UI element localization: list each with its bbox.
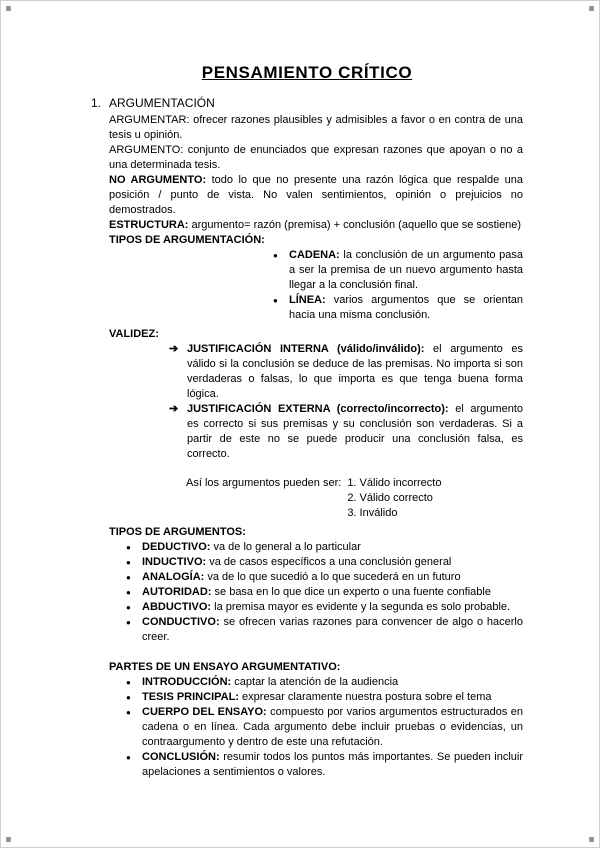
term-autoridad: AUTORIDAD: [142, 586, 212, 598]
definition-tesis-principal: expresar claramente nuestra postura sobre el tema [238, 691, 492, 703]
list-item-abductivo [126, 600, 523, 615]
definition-introduccion: captar la atención de la audiencia [231, 676, 399, 688]
list-item-conductivo [126, 615, 523, 645]
term-abductivo: ABDUCTIVO: [142, 601, 212, 613]
definition-autoridad: se basa en lo que dice un experto o una fuente confiable [211, 586, 491, 598]
definition-cuerpo-ensayo: compuesto por varios argumentos estructurados en cadena o en línea. Cada argumento debe incluir pruebas o evidencias, un contraargumento y dentro de este una refutación. [142, 706, 523, 748]
term-deductivo: DEDUCTIVO: [142, 541, 211, 553]
classification-note [186, 476, 523, 521]
term-argumento: ARGUMENTO: [109, 144, 184, 156]
list-item-analogia [126, 570, 523, 585]
bullet-icon: ● [273, 251, 278, 260]
definition-justificacion-externa: el argumento es correcto si sus premisas y su conclusión son verdaderas. Si a partir de este no se puede producir una conclusión falsa, es correcto. [187, 403, 523, 460]
classification-option-2: 2. Válido correcto [347, 492, 433, 504]
list-item-linea [273, 293, 523, 323]
classification-option-1: 1. Válido incorrecto [347, 477, 442, 489]
bullet-icon: ● [273, 296, 278, 305]
bullet-icon: ● [126, 603, 131, 612]
paragraph-argumento [109, 143, 523, 173]
scan-corner-mark [589, 6, 594, 11]
bullet-icon: ● [126, 708, 131, 717]
section-heading [91, 96, 523, 110]
classification-option-3: 3. Inválido [347, 507, 398, 519]
list-item-text [142, 675, 523, 690]
term-cadena: CADENA: [289, 249, 340, 261]
classification-label: Así los argumentos pueden ser: [186, 477, 342, 489]
partes-ensayo-list [126, 675, 523, 780]
paragraph-no-argumento [109, 173, 523, 218]
paragraph-argumentar [109, 113, 523, 143]
definition-inductivo: va de casos específicos a una conclusión general [206, 556, 452, 568]
definition-conclusion: resumir todos los puntos más importantes. Se pueden incluir apelaciones a sentimientos o valores. [142, 751, 523, 778]
heading-validez: VALIDEZ: [109, 328, 159, 340]
bullet-icon: ● [126, 618, 131, 627]
list-item-text [142, 705, 523, 750]
list-item-text [142, 555, 523, 570]
term-justificacion-interna: JUSTIFICACIÓN INTERNA (válido/inválido): [187, 343, 425, 355]
term-linea: LÍNEA: [289, 294, 326, 306]
section-number: 1. [91, 96, 102, 110]
definition-no-argumento: todo lo que no presente una razón lógica que respalde una posición / punto de vista. No valen sentimientos, opinión o prejuicios no demostrados. [109, 174, 523, 216]
bullet-icon: ● [126, 558, 131, 567]
validez-list [169, 342, 523, 462]
section-content [109, 113, 523, 780]
list-item-justificacion-externa [169, 402, 523, 462]
list-item-text [142, 690, 523, 705]
bullet-icon: ● [126, 753, 131, 762]
bullet-icon: ● [126, 543, 131, 552]
term-conductivo: CONDUCTIVO: [142, 616, 220, 628]
list-item-text [289, 293, 523, 323]
section-title: ARGUMENTACIÓN [109, 96, 215, 110]
arrow-icon: ➔ [169, 343, 179, 355]
definition-cadena: la conclusión de un argumento pasa a ser la premisa de un nuevo argumento hasta llegar a la conclusión final. [289, 249, 523, 291]
scan-corner-mark [6, 6, 11, 11]
list-item-autoridad [126, 585, 523, 600]
list-item-introduccion [126, 675, 523, 690]
list-item-text [142, 570, 523, 585]
list-item-tesis-principal [126, 690, 523, 705]
list-item-cuerpo-ensayo [126, 705, 523, 750]
term-tesis-principal: TESIS PRINCIPAL: [142, 691, 239, 703]
definition-argumento: conjunto de enunciados que expresan razones que apoyan o no a una determinada tesis. [109, 144, 523, 171]
bullet-icon: ● [126, 588, 131, 597]
list-item-deductivo [126, 540, 523, 555]
definition-argumentar: ofrecer razones plausibles y admisibles a favor o en contra de una tesis u opinión. [109, 114, 523, 141]
heading-tipos-argumentos: TIPOS DE ARGUMENTOS: [109, 526, 246, 538]
list-item-text [187, 402, 523, 462]
list-item-text [187, 342, 523, 402]
list-item-cadena [273, 248, 523, 293]
bullet-icon: ● [126, 573, 131, 582]
list-item-text [142, 600, 523, 615]
scan-corner-mark [6, 837, 11, 842]
list-item-text [142, 750, 523, 780]
bullet-icon: ● [126, 678, 131, 687]
term-argumentar: ARGUMENTAR: [109, 114, 190, 126]
term-estructura: ESTRUCTURA: [109, 219, 189, 231]
definition-linea: varios argumentos que se orientan hacia una misma conclusión. [289, 294, 523, 321]
tipos-argumentos-list [126, 540, 523, 645]
list-item-justificacion-interna [169, 342, 523, 402]
document-title: PENSAMIENTO CRÍTICO [201, 63, 413, 82]
definition-estructura: argumento= razón (premisa) + conclusión (aquello que se sostiene) [188, 219, 522, 231]
term-inductivo: INDUCTIVO: [142, 556, 207, 568]
term-no-argumento: NO ARGUMENTO: [109, 174, 207, 186]
list-item-text [142, 585, 523, 600]
scan-corner-mark [589, 837, 594, 842]
definition-analogia: va de lo que sucedió a lo que sucederá en un futuro [204, 571, 461, 583]
list-item-text [289, 248, 523, 293]
classification-options [347, 476, 441, 521]
arrow-icon: ➔ [169, 403, 179, 415]
heading-partes-ensayo: PARTES DE UN ENSAYO ARGUMENTATIVO: [109, 661, 341, 673]
list-item-text [142, 540, 523, 555]
term-cuerpo-ensayo: CUERPO DEL ENSAYO: [142, 706, 267, 718]
heading-tipos-argumentacion: TIPOS DE ARGUMENTACIÓN: [109, 234, 265, 246]
list-item-inductivo [126, 555, 523, 570]
term-introduccion: INTRODUCCIÓN: [142, 676, 232, 688]
tipos-argumentacion-list [273, 248, 523, 323]
list-item-conclusion [126, 750, 523, 780]
list-item-text [142, 615, 523, 645]
definition-abductivo: la premisa mayor es evidente y la segunda es solo probable. [211, 601, 511, 613]
definition-justificacion-interna: el argumento es válido si la conclusión se deduce de las premisas. No importa si son verdaderas o falsas, lo que importa es que tenga buena forma lógica. [187, 343, 523, 400]
definition-deductivo: va de lo general a lo particular [210, 541, 361, 553]
term-conclusion: CONCLUSIÓN: [142, 751, 220, 763]
term-analogia: ANALOGÍA: [142, 571, 205, 583]
bullet-icon: ● [126, 693, 131, 702]
term-justificacion-externa: JUSTIFICACIÓN EXTERNA (correcto/incorrecto): [187, 403, 449, 415]
definition-conductivo: se ofrecen varias razones para convencer de algo o hacerlo creer. [142, 616, 523, 643]
paragraph-estructura [109, 218, 523, 233]
